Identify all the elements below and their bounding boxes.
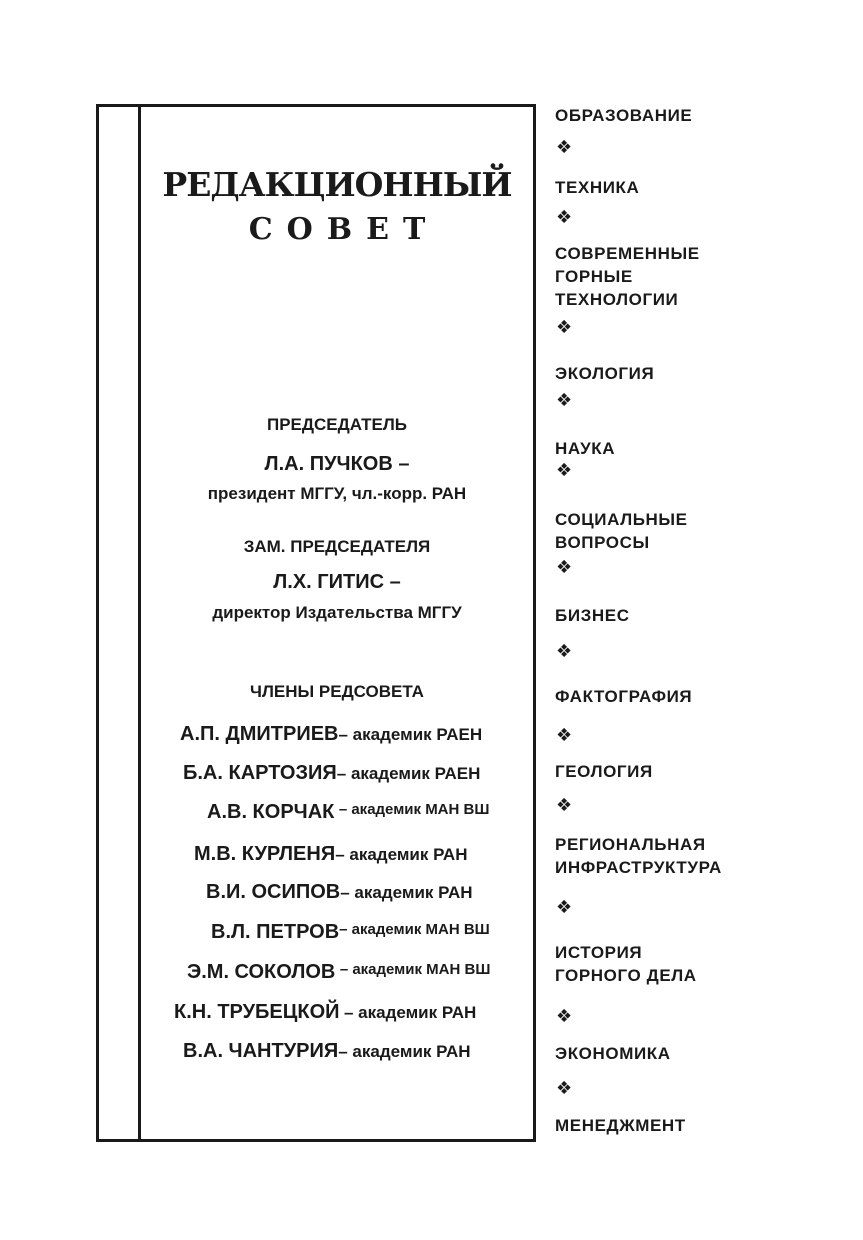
separator-diamond: ❖ <box>556 795 573 815</box>
topic-mining-technologies: СОВРЕМЕННЫЕ ГОРНЫЕ ТЕХНОЛОГИИ <box>555 244 700 309</box>
topic-education: ОБРАЗОВАНИЕ <box>555 106 693 125</box>
member-name: В.А. ЧАНТУРИЯ <box>183 1040 339 1062</box>
topic-engineering: ТЕХНИКА <box>555 178 640 197</box>
council-frame <box>96 104 536 1142</box>
separator-diamond: ❖ <box>556 390 573 410</box>
member-row <box>206 881 473 904</box>
separator-diamond: ❖ <box>556 725 573 745</box>
topic-ecology: ЭКОЛОГИЯ <box>555 364 655 383</box>
member-name: М.В. КУРЛЕНЯ <box>194 843 336 865</box>
member-title: – академик МАН ВШ <box>338 801 490 818</box>
member-title: – академик РАН <box>343 1003 477 1022</box>
separator-diamond: ❖ <box>556 317 573 337</box>
member-name: Э.М. СОКОЛОВ <box>187 961 336 983</box>
topic-social-issues: СОЦИАЛЬНЫЕ ВОПРОСЫ <box>555 510 688 552</box>
chairman-position: президент МГГУ, чл.-корр. РАН <box>207 484 467 503</box>
title-line-1: РЕДАКЦИОННЫЙ <box>162 165 512 204</box>
topic-mining-history: ИСТОРИЯ ГОРНОГО ДЕЛА <box>555 943 697 985</box>
separator-diamond: ❖ <box>556 557 573 577</box>
topic-business: БИЗНЕС <box>555 606 630 625</box>
separator-diamond: ❖ <box>556 207 573 227</box>
separator-diamond: ❖ <box>556 460 573 480</box>
member-row <box>194 843 467 866</box>
members-label: ЧЛЕНЫ РЕДСОВЕТА <box>250 682 424 701</box>
member-title: – академик РАЕН <box>338 725 483 744</box>
member-row <box>207 801 489 824</box>
member-title: – академик МАН ВШ <box>339 921 490 938</box>
member-name: В.Л. ПЕТРОВ <box>211 921 340 943</box>
member-title: – академик РАН <box>335 845 468 864</box>
topic-science: НАУКА <box>555 439 616 458</box>
member-row <box>187 961 490 984</box>
member-title: – академик МАН ВШ <box>339 961 491 978</box>
member-name: А.П. ДМИТРИЕВ <box>180 723 339 745</box>
separator-diamond: ❖ <box>556 641 573 661</box>
topic-management: МЕНЕДЖМЕНТ <box>555 1116 686 1135</box>
member-name: А.В. КОРЧАК <box>207 801 335 823</box>
member-name: К.Н. ТРУБЕЦКОЙ <box>174 1001 340 1023</box>
member-row <box>174 1001 476 1024</box>
member-row <box>183 762 480 785</box>
member-name: Б.А. КАРТОЗИЯ <box>183 762 337 784</box>
member-name: В.И. ОСИПОВ <box>206 881 341 903</box>
member-row <box>180 723 482 746</box>
chairman-label: ПРЕДСЕДАТЕЛЬ <box>266 415 408 434</box>
member-title: – академик РАН <box>340 883 473 902</box>
separator-diamond: ❖ <box>556 137 573 157</box>
separator-diamond: ❖ <box>556 1006 573 1026</box>
separator-diamond: ❖ <box>556 897 573 917</box>
member-title: – академик РАН <box>338 1042 471 1061</box>
deputy-name: Л.Х. ГИТИС – <box>273 571 401 593</box>
topic-regional-infrastructure: РЕГИОНАЛЬНАЯ ИНФРАСТРУКТУРА <box>555 835 722 877</box>
member-row <box>211 921 490 944</box>
deputy-label: ЗАМ. ПРЕДСЕДАТЕЛЯ <box>243 537 431 556</box>
topic-economics: ЭКОНОМИКА <box>555 1044 671 1063</box>
separator-diamond: ❖ <box>556 1078 573 1098</box>
topic-factography: ФАКТОГРАФИЯ <box>555 687 693 706</box>
chairman-name: Л.А. ПУЧКОВ – <box>264 453 410 475</box>
topic-geology: ГЕОЛОГИЯ <box>555 762 653 781</box>
title-line-2: СОВЕТ <box>248 212 440 247</box>
member-row <box>183 1040 471 1063</box>
deputy-position: директор Издательства МГГУ <box>212 603 462 622</box>
member-title: – академик РАЕН <box>336 764 481 783</box>
frame-inner-rule <box>138 104 141 1142</box>
